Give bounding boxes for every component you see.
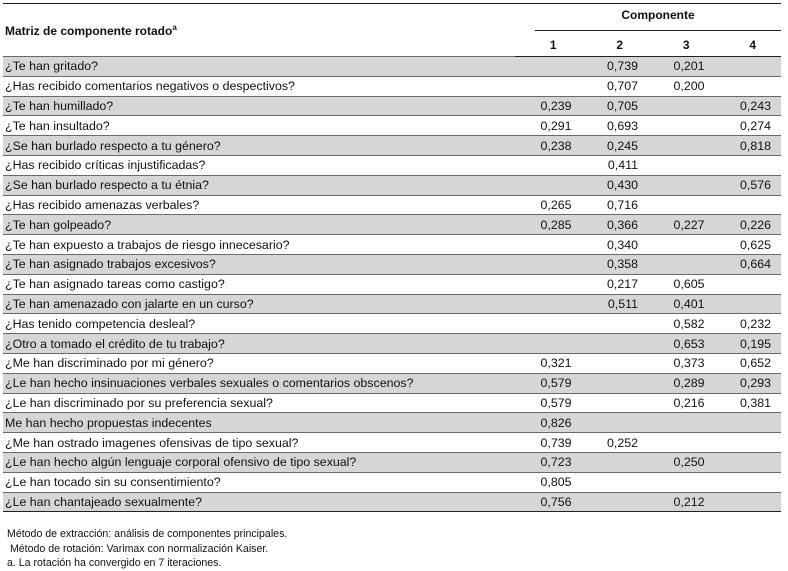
loading-cell bbox=[582, 353, 649, 373]
table-row bbox=[3, 116, 781, 136]
loading-cell bbox=[648, 433, 715, 453]
loading-cell bbox=[515, 57, 582, 77]
table-row bbox=[3, 353, 781, 373]
loading-cell: 0,366 bbox=[582, 215, 649, 235]
loading-cell: 0,217 bbox=[606, 277, 638, 292]
table-row bbox=[3, 433, 781, 453]
row-label: ¿Has recibido críticas injustificadas? bbox=[5, 158, 206, 173]
column-header-3: 3 bbox=[648, 34, 715, 57]
loading-cell bbox=[515, 334, 582, 354]
loading-cell: 0,625 bbox=[740, 237, 772, 252]
loading-cell bbox=[515, 274, 582, 294]
table-row bbox=[3, 492, 781, 512]
table-row bbox=[3, 57, 781, 77]
row-label: ¿Le han discriminado por su preferencia sexual? bbox=[5, 395, 273, 410]
loading-cell bbox=[515, 76, 582, 96]
loading-cell: 0,340 bbox=[606, 237, 638, 252]
loading-cell bbox=[715, 274, 782, 294]
loading-cell bbox=[515, 294, 582, 314]
matrix-table bbox=[3, 3, 781, 512]
table-row bbox=[3, 96, 781, 116]
loading-cell: 0,826 bbox=[515, 413, 582, 433]
loading-cell: 0,381 bbox=[740, 395, 772, 410]
loading-cell: 0,579 bbox=[515, 373, 582, 393]
loading-cell bbox=[515, 235, 582, 255]
loading-cell bbox=[582, 393, 649, 413]
loading-cell bbox=[715, 433, 782, 453]
table-row bbox=[3, 472, 781, 492]
table-row bbox=[3, 373, 781, 393]
loading-cell bbox=[715, 76, 782, 96]
row-label: ¿Se han burlado respecto a tu étnia? bbox=[3, 175, 515, 195]
row-label: ¿Te han amenazado con jalarte en un curso? bbox=[3, 294, 515, 314]
loading-cell: 0,245 bbox=[582, 136, 649, 156]
row-label: ¿Le han hecho algún lenguaje corporal ofensivo de tipo sexual? bbox=[3, 452, 515, 472]
loading-cell: 0,195 bbox=[715, 334, 782, 354]
loading-cell bbox=[715, 57, 782, 77]
table-row bbox=[3, 155, 781, 175]
loading-cell: 0,358 bbox=[582, 254, 649, 274]
loading-cell bbox=[582, 452, 649, 472]
loading-cell: 0,243 bbox=[715, 96, 782, 116]
row-label: ¿Otro a tomado el crédito de tu trabajo? bbox=[3, 334, 515, 354]
row-label: ¿Has recibido comentarios negativos o despectivos? bbox=[5, 79, 295, 94]
column-header-2: 2 bbox=[582, 34, 649, 57]
loading-cell: 0,511 bbox=[582, 294, 649, 314]
row-label: ¿Me han discriminado por mi género? bbox=[5, 356, 214, 371]
table-row bbox=[3, 76, 781, 96]
loading-cell bbox=[715, 294, 782, 314]
row-label: ¿Me han ostrado imagenes ofensivas de tipo sexual? bbox=[5, 435, 299, 450]
loading-cell: 0,723 bbox=[515, 452, 582, 472]
loading-cell bbox=[715, 195, 782, 215]
loading-cell bbox=[648, 235, 715, 255]
table-row bbox=[3, 452, 781, 472]
loading-cell: 0,716 bbox=[606, 197, 638, 212]
loading-cell: 0,289 bbox=[648, 373, 715, 393]
matrix-body bbox=[3, 57, 781, 512]
loading-cell bbox=[648, 472, 715, 492]
table-title bbox=[3, 4, 515, 57]
table-row bbox=[3, 314, 781, 334]
row-label: ¿Le han tocado sin su consentimiento? bbox=[5, 475, 221, 490]
loading-cell: 0,250 bbox=[648, 452, 715, 472]
row-label: ¿Te han gritado? bbox=[3, 57, 515, 77]
table-row bbox=[3, 274, 781, 294]
table-row bbox=[3, 175, 781, 195]
loading-cell: 0,653 bbox=[648, 334, 715, 354]
header-row-group bbox=[3, 4, 781, 35]
loading-cell bbox=[582, 334, 649, 354]
loading-cell: 0,756 bbox=[515, 492, 582, 512]
loading-cell: 0,216 bbox=[673, 395, 705, 410]
table-row bbox=[3, 235, 781, 255]
row-label: ¿Te han asignado tareas como castigo? bbox=[5, 277, 225, 292]
note-footnote: a. La rotación ha convergido en 7 iteraciones. bbox=[7, 557, 222, 569]
loading-cell bbox=[648, 175, 715, 195]
loading-cell: 0,291 bbox=[540, 118, 572, 133]
loading-cell: 0,401 bbox=[648, 294, 715, 314]
note-rotation: Método de rotación: Varimax con normalización Kaiser. bbox=[7, 542, 269, 555]
loading-cell: 0,201 bbox=[648, 57, 715, 77]
loading-cell bbox=[715, 492, 782, 512]
loading-cell: 0,430 bbox=[582, 175, 649, 195]
rotated-component-matrix bbox=[3, 3, 781, 569]
loading-cell: 0,693 bbox=[606, 118, 638, 133]
loading-cell bbox=[515, 175, 582, 195]
table-row bbox=[3, 254, 781, 274]
loading-cell bbox=[515, 155, 582, 175]
loading-cell: 0,285 bbox=[515, 215, 582, 235]
table-notes bbox=[7, 527, 287, 571]
loading-cell bbox=[648, 155, 715, 175]
row-label: Me han hecho propuestas indecentes bbox=[3, 413, 515, 433]
loading-cell: 0,739 bbox=[540, 435, 572, 450]
loading-cell: 0,373 bbox=[673, 356, 705, 371]
loading-cell: 0,274 bbox=[740, 118, 772, 133]
loading-cell: 0,707 bbox=[606, 79, 638, 94]
loading-cell: 0,664 bbox=[715, 254, 782, 274]
row-label: ¿Te han golpeado? bbox=[3, 215, 515, 235]
loading-cell bbox=[648, 96, 715, 116]
loading-cell bbox=[715, 413, 782, 433]
table-row bbox=[3, 215, 781, 235]
loading-cell: 0,252 bbox=[606, 435, 638, 450]
loading-cell bbox=[515, 254, 582, 274]
loading-cell bbox=[582, 314, 649, 334]
loading-cell bbox=[582, 373, 649, 393]
loading-cell: 0,293 bbox=[715, 373, 782, 393]
loading-cell: 0,652 bbox=[740, 356, 772, 371]
row-label: ¿Te han expuesto a trabajos de riesgo innecesario? bbox=[5, 237, 290, 252]
loading-cell: 0,212 bbox=[648, 492, 715, 512]
loading-cell bbox=[648, 413, 715, 433]
loading-cell bbox=[648, 116, 715, 136]
loading-cell bbox=[648, 136, 715, 156]
loading-cell bbox=[715, 452, 782, 472]
loading-cell: 0,579 bbox=[540, 395, 572, 410]
column-header-1: 1 bbox=[515, 34, 582, 57]
table-row bbox=[3, 334, 781, 354]
loading-cell: 0,238 bbox=[515, 136, 582, 156]
note-extraction: Método de extracción: análisis de componentes principales. bbox=[7, 528, 288, 540]
title-footnote-mark: a bbox=[172, 22, 177, 32]
loading-cell bbox=[648, 254, 715, 274]
loading-cell: 0,739 bbox=[582, 57, 649, 77]
component-header-text: Componente bbox=[621, 7, 695, 22]
loading-cell: 0,227 bbox=[648, 215, 715, 235]
table-row bbox=[3, 393, 781, 413]
loading-cell: 0,605 bbox=[673, 277, 705, 292]
loading-cell: 0,226 bbox=[715, 215, 782, 235]
loading-cell: 0,818 bbox=[715, 136, 782, 156]
loading-cell bbox=[582, 413, 649, 433]
loading-cell bbox=[715, 472, 782, 492]
row-label: ¿Has tenido competencia desleal? bbox=[5, 316, 196, 331]
row-label: ¿Se han burlado respecto a tu género? bbox=[3, 136, 515, 156]
table-row bbox=[3, 413, 781, 433]
loading-cell: 0,576 bbox=[715, 175, 782, 195]
row-label: ¿Le han hecho insinuaciones verbales sexuales o comentarios obscenos? bbox=[3, 373, 515, 393]
table-row bbox=[3, 195, 781, 215]
table-row bbox=[3, 136, 781, 156]
loading-cell bbox=[648, 195, 715, 215]
loading-cell: 0,411 bbox=[607, 158, 638, 173]
loading-cell: 0,321 bbox=[540, 356, 572, 371]
column-header-4: 4 bbox=[715, 34, 782, 57]
loading-cell bbox=[715, 155, 782, 175]
table-row bbox=[3, 294, 781, 314]
loading-cell bbox=[582, 492, 649, 512]
component-header bbox=[515, 4, 781, 35]
row-label: ¿Has recibido amenazas verbales? bbox=[5, 197, 200, 212]
loading-cell bbox=[515, 314, 582, 334]
loading-cell bbox=[582, 472, 649, 492]
row-label: ¿Le han chantajeado sexualmente? bbox=[3, 492, 515, 512]
row-label: ¿Te han asignado trabajos excesivos? bbox=[3, 254, 515, 274]
table-title-text: Matriz de componente rotado bbox=[5, 23, 173, 38]
loading-cell: 0,705 bbox=[582, 96, 649, 116]
loading-cell: 0,582 bbox=[673, 316, 705, 331]
row-label: ¿Te han humillado? bbox=[3, 96, 515, 116]
loading-cell: 0,805 bbox=[540, 475, 572, 490]
loading-cell: 0,239 bbox=[515, 96, 582, 116]
row-label: ¿Te han insultado? bbox=[5, 118, 110, 133]
loading-cell: 0,232 bbox=[740, 316, 772, 331]
loading-cell: 0,265 bbox=[540, 197, 572, 212]
loading-cell: 0,200 bbox=[673, 79, 705, 94]
